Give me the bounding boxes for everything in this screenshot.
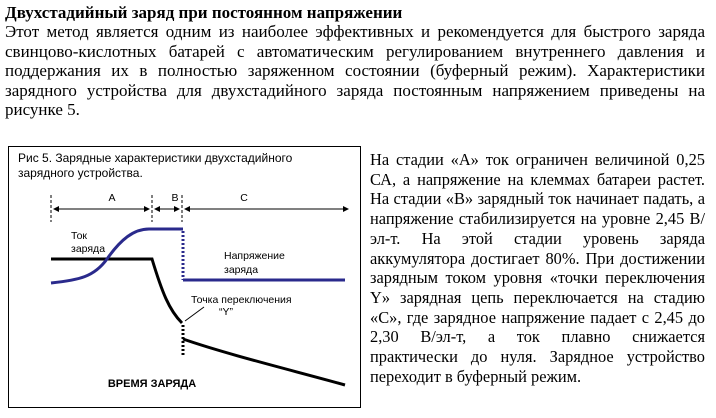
x-axis-label: ВРЕМЯ ЗАРЯДА [107, 378, 197, 390]
switch-point-label: “Y” [219, 306, 233, 318]
figure-caption: Рис 5. Зарядные характеристики двухстадийного зарядного устройства. [18, 151, 293, 180]
current-curve-c [183, 339, 345, 385]
stage-b-label: B [171, 192, 179, 204]
stage-a-label: A [108, 192, 116, 204]
current-curve-ab [51, 259, 182, 323]
charging-chart [9, 147, 361, 408]
stage-description: На стадии «A» ток ограничен величиной 0,25 СА, а напряжение на клеммах батареи растет. На стадии «B» зарядный ток начинает падать, а напряжение стабилизируется на уровне 2,45 В/эл-т. На этой стадии уровень заряда аккумулятора достигает 80%. При достижении зарядным током уровня «точки переключения Y» зарядная цепь переключается на стадию «C», где зарядное напряжение падает с 2,45 до 2,30 В/эл-т, а ток плавно снижается практически до нуля. Зарядное устройство переходит в буферный режим. [370, 150, 705, 386]
figure-5 [8, 146, 361, 408]
current-label: Ток [71, 230, 88, 242]
switch-point-pointer [185, 307, 204, 321]
current-label: заряда [71, 243, 106, 255]
intro-paragraph: Этот метод является одним из наиболее эффективных и рекомендуется для быстрого заряда свинцово-кислотных батарей с автоматическим регулированием внутреннего давления и поддержания их в полностью заряженном состоянии (буферный режим). Характеристики зарядного устройства для двухстадийного заряда постоянным напряжением приведены на рисунке 5. [5, 22, 705, 119]
voltage-label: Напряжение [224, 250, 285, 262]
stage-c-label: C [240, 192, 248, 204]
switch-point-label: Точка переключения [191, 294, 292, 306]
section-heading: Двухстадийный заряд при постоянном напряжении [5, 3, 403, 22]
voltage-label: заряда [224, 264, 259, 276]
